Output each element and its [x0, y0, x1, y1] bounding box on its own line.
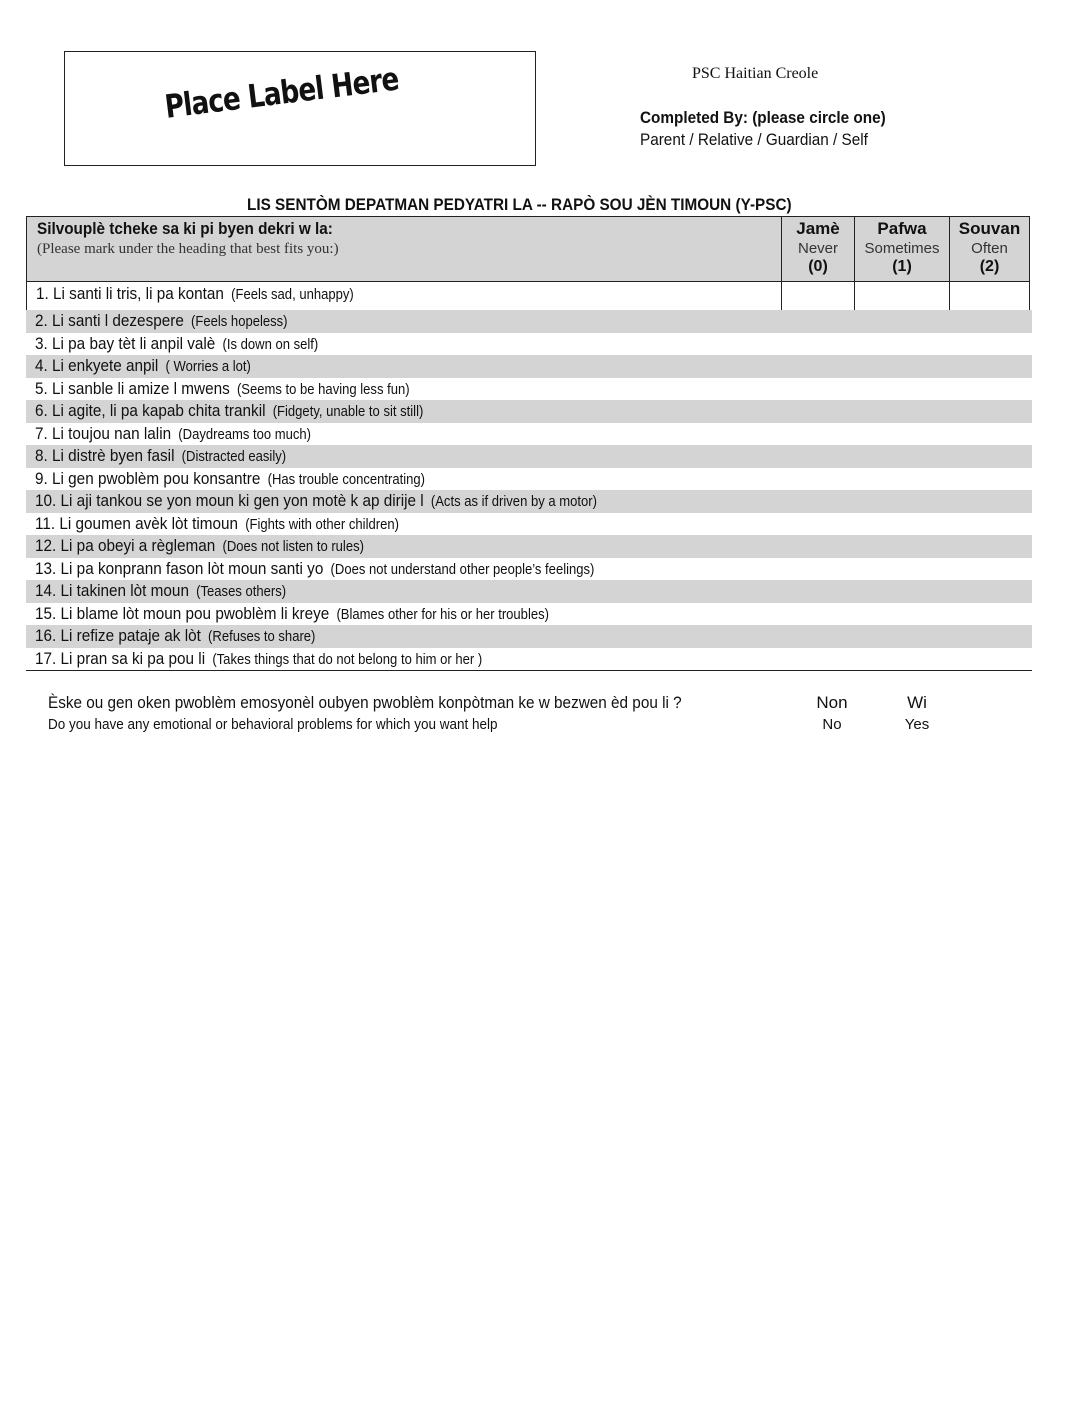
column-sometimes-score: (1)	[892, 258, 912, 275]
table-row[interactable]	[26, 400, 1032, 423]
column-often-score: (2)	[979, 258, 1000, 275]
item-english: (Acts as if driven by a motor)	[430, 494, 597, 510]
table-bottom-divider	[26, 670, 1032, 671]
answer-yes-creole[interactable]: Wi	[907, 693, 927, 712]
item-creole: 3. Li pa bay tèt li anpil valè	[35, 333, 216, 353]
checkbox-sometimes[interactable]	[854, 282, 855, 310]
column-never	[781, 217, 854, 281]
table-row[interactable]	[26, 310, 1032, 333]
table-row[interactable]	[26, 490, 1032, 513]
item-list	[26, 310, 1032, 670]
item-creole: 1. Li santi li tris, li pa kontan	[36, 284, 224, 303]
item-english: (Fights with other children)	[245, 516, 399, 533]
item-creole: 16. Li refize pataje ak lòt	[35, 626, 201, 645]
table-row[interactable]	[26, 423, 1032, 446]
item-english: (Does not understand other people’s feelings)	[330, 561, 595, 578]
item-english: (Has trouble concentrating)	[267, 471, 426, 488]
item-creole: 9. Li gen pwoblèm pou konsantre	[35, 468, 261, 488]
item-english: ( Worries a lot)	[165, 359, 251, 375]
item-english: (Teases others)	[196, 584, 287, 600]
help-question-creole: Èske ou gen oken pwoblèm emosyonèl oubyen pwoblèm konpòtman ke w bezwen èd pou li ?	[48, 693, 682, 712]
item-english: (Seems to be having less fun)	[236, 381, 410, 398]
column-never-sub: Never	[797, 240, 838, 257]
table-row[interactable]	[26, 513, 1032, 536]
table-row[interactable]	[26, 580, 1032, 603]
item-creole: 11. Li goumen avèk lòt timoun	[35, 513, 238, 533]
item-english: (Feels sad, unhappy)	[231, 287, 354, 303]
item-creole: 5. Li sanble li amize l mwens	[35, 378, 230, 398]
checkbox-never[interactable]	[781, 282, 782, 310]
instruction-english: (Please mark under the heading that best fits you:)	[37, 241, 339, 257]
label-placeholder-text: Place Label Here	[162, 59, 401, 126]
help-question-english: Do you have any emotional or behavioral problems for which you want help	[48, 716, 498, 733]
table-row[interactable]	[26, 333, 1032, 356]
table-row[interactable]	[26, 625, 1032, 648]
column-often	[949, 217, 1029, 281]
item-english: (Daydreams too much)	[178, 426, 312, 443]
completed-by-title: Completed By: (please circle one)	[640, 108, 886, 127]
item-english: (Distracted easily)	[181, 449, 287, 465]
item-creole: 2. Li santi l dezespere	[35, 311, 184, 330]
column-sometimes	[854, 217, 949, 281]
item-english: (Is down on self)	[222, 336, 319, 353]
table-row[interactable]	[26, 535, 1032, 558]
item-english: (Fidgety, unable to sit still)	[272, 404, 424, 420]
answer-no-creole[interactable]: Non	[816, 693, 848, 712]
item-creole: 14. Li takinen lòt moun	[35, 581, 189, 600]
form-id: PSC Haitian Creole	[692, 65, 819, 82]
item-creole: 12. Li pa obeyi a règleman	[35, 536, 216, 555]
column-often-label: Souvan	[958, 219, 1021, 238]
item-creole: 6. Li agite, li pa kapab chita trankil	[35, 401, 266, 420]
table-header	[26, 216, 1030, 282]
completed-by-options[interactable]: Parent / Relative / Guardian / Self	[640, 130, 868, 149]
instruction: Silvouplè tcheke sa ki pi byen dekri w la:	[37, 219, 333, 238]
table-row[interactable]	[26, 468, 1032, 491]
item-creole: 17. Li pran sa ki pa pou li	[35, 648, 206, 668]
column-never-score: (0)	[808, 258, 828, 275]
column-never-label: Jamè	[796, 219, 840, 238]
column-sometimes-label: Pafwa	[877, 219, 927, 238]
item-creole: 4. Li enkyete anpil	[35, 356, 159, 375]
item-english: (Refuses to share)	[208, 629, 316, 645]
table-row[interactable]	[26, 603, 1032, 626]
item-creole: 15. Li blame lòt moun pou pwoblèm li kreye	[35, 603, 330, 623]
page-title: LIS SENTÒM DEPATMAN PEDYATRI LA -- RAPÒ SOU JÈN TIMOUN (Y-PSC)	[247, 195, 792, 214]
table-row[interactable]	[26, 445, 1032, 468]
item-english: (Blames other for his or her troubles)	[336, 606, 549, 623]
column-sometimes-sub: Sometimes	[864, 240, 940, 257]
table-row	[26, 282, 1030, 310]
item-english: (Feels hopeless)	[191, 314, 288, 330]
item-creole: 10. Li aji tankou se yon moun ki gen yon motè k ap dirije l	[35, 491, 424, 510]
item-english: (Takes things that do not belong to him or her )	[212, 651, 483, 668]
item-creole: 7. Li toujou nan lalin	[35, 423, 172, 443]
answer-no-english[interactable]: No	[822, 716, 842, 733]
label-placeholder-box	[64, 51, 536, 166]
answer-yes-english[interactable]: Yes	[904, 716, 930, 733]
table-row[interactable]	[26, 558, 1032, 581]
table-row[interactable]	[26, 355, 1032, 378]
column-often-sub: Often	[971, 240, 1008, 257]
item-creole: 13. Li pa konprann fason lòt moun santi yo	[35, 558, 324, 578]
table-row[interactable]	[26, 378, 1032, 401]
table-row[interactable]	[26, 648, 1032, 671]
item-english: (Does not listen to rules)	[222, 539, 364, 555]
checkbox-often[interactable]	[949, 282, 950, 310]
item-creole: 8. Li distrè byen fasil	[35, 446, 175, 465]
